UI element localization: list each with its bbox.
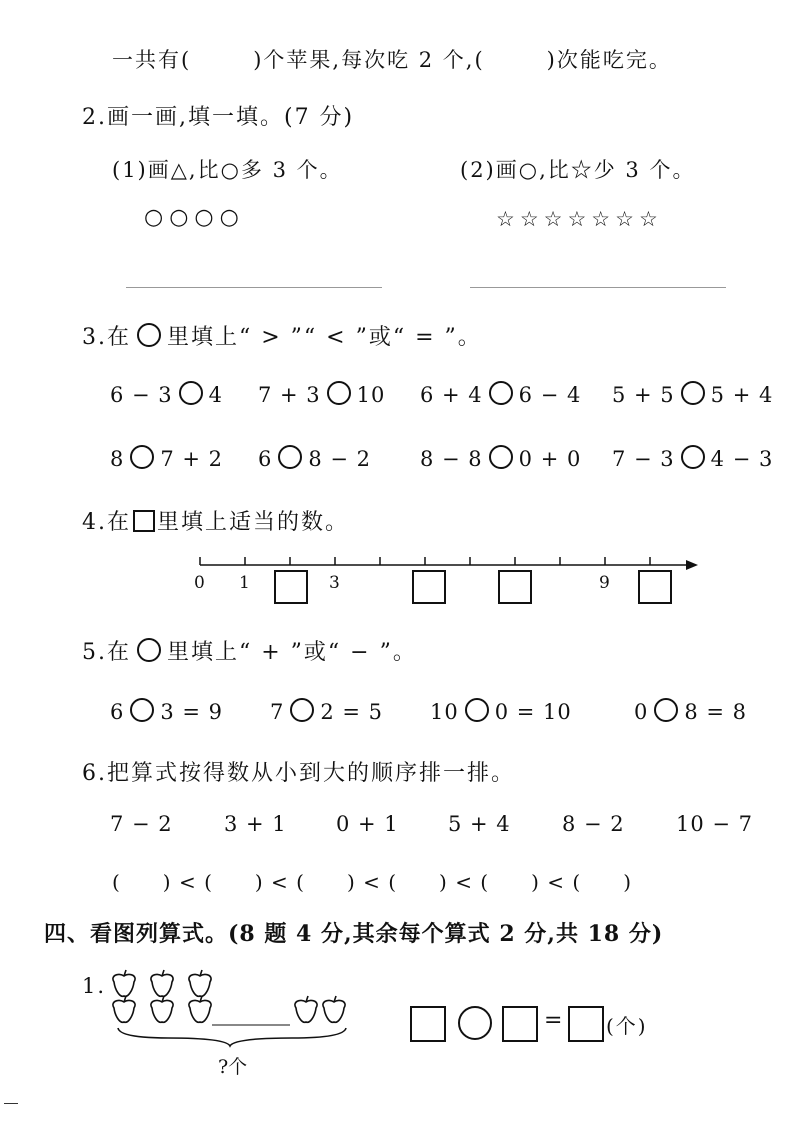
q6-expr-2: 3 + 1 — [224, 812, 287, 836]
number-box-5[interactable] — [412, 570, 446, 604]
s4q1-number: 1. — [82, 974, 107, 998]
q1-tail-middle: )个苹果,每次吃 2 个,( — [253, 48, 485, 72]
q5-item4 — [634, 698, 747, 724]
apple-icon — [323, 996, 345, 1022]
q3-title-suffix: 里填上“ > ”“ < ”或“ = ”。 — [167, 325, 482, 350]
answer-circle[interactable] — [130, 445, 154, 469]
apple-icon — [113, 970, 135, 996]
answer-circle[interactable] — [465, 698, 489, 722]
q5-title-suffix: 里填上“ + ”或“ − ”。 — [167, 640, 417, 665]
expr-left: 0 — [634, 700, 649, 724]
q2-answer-line-1[interactable] — [126, 287, 382, 288]
section4-title: 四、看图列算式。(8 题 4 分,其余每个算式 2 分,共 18 分) — [44, 921, 664, 947]
apple-icon — [295, 996, 317, 1022]
q4-title — [82, 505, 349, 536]
expr-left: 6 − 3 — [110, 383, 173, 407]
expr-left: 7 + 3 — [258, 383, 321, 407]
q4-title-suffix: 里填上适当的数。 — [157, 510, 350, 535]
q6-expr-5: 8 − 2 — [562, 812, 625, 836]
question-label: ?个 — [218, 1056, 248, 1078]
q3-row2-item3 — [420, 445, 581, 471]
expr-right: 8 − 2 — [308, 447, 372, 471]
answer-circle[interactable] — [489, 445, 513, 469]
q2-part2-label: (2)画○,比☆少 3 个。 — [460, 158, 696, 182]
q6-expr-1: 7 − 2 — [110, 812, 173, 836]
q2-part1-label: (1)画△,比○多 3 个。 — [112, 158, 343, 182]
q2-answer-line-2[interactable] — [470, 287, 726, 288]
expr-right: 10 — [356, 383, 386, 407]
q1-tail-prefix: 一共有( — [112, 48, 192, 72]
expr-left: 8 — [110, 447, 125, 471]
answer-circle[interactable] — [179, 381, 203, 405]
footer-mark — [4, 1103, 18, 1104]
number-line-ticks — [200, 557, 650, 565]
brace-icon — [118, 1028, 346, 1046]
expr-right: 8 = 8 — [684, 700, 748, 724]
q6-expr-6: 10 − 7 — [676, 812, 754, 836]
expr-right: 2 = 5 — [320, 700, 384, 724]
q4-title-prefix: 4.在 — [82, 510, 131, 535]
q3-row1-item1 — [110, 381, 223, 407]
expr-left: 6 — [258, 447, 273, 471]
q5-title-prefix: 5.在 — [82, 640, 131, 665]
answer-box-2[interactable] — [502, 1006, 538, 1042]
expr-left: 10 — [430, 700, 459, 724]
q3-row2-item4 — [612, 445, 773, 471]
number-box-10[interactable] — [638, 570, 672, 604]
tick-label-1: 1 — [239, 573, 250, 593]
q5-item3 — [430, 698, 572, 724]
answer-circle[interactable] — [278, 445, 302, 469]
answer-circle[interactable] — [290, 698, 314, 722]
q2-title: 2.画一画,填一填。(7 分) — [82, 105, 355, 130]
operator-circle[interactable] — [458, 1006, 492, 1040]
q2-part1-circles: ○○○○ — [144, 205, 245, 230]
q3-title-prefix: 3.在 — [82, 325, 131, 350]
q6-expr-4: 5 + 4 — [448, 812, 511, 836]
answer-circle[interactable] — [654, 698, 678, 722]
answer-box-1[interactable] — [410, 1006, 446, 1042]
unit-label: (个) — [606, 1014, 648, 1038]
answer-circle[interactable] — [681, 445, 705, 469]
expr-right: 3 = 9 — [160, 700, 224, 724]
apple-icon — [151, 996, 173, 1022]
q6-title: 6.把算式按得数从小到大的顺序排一排。 — [82, 761, 515, 786]
answer-box-3[interactable] — [568, 1006, 604, 1042]
q1-tail-suffix: )次能吃完。 — [546, 48, 672, 72]
q6-order-row[interactable]: ( ) < ( ) < ( ) < ( ) < ( ) < ( ) — [112, 870, 632, 894]
q3-row1-item3 — [420, 381, 581, 407]
equals-sign: = — [544, 1008, 563, 1033]
expr-right: 6 − 4 — [518, 383, 582, 407]
number-line — [190, 550, 710, 580]
q5-item1 — [110, 698, 223, 724]
expr-right: 4 — [208, 383, 224, 407]
answer-circle[interactable] — [681, 381, 705, 405]
number-box-7[interactable] — [498, 570, 532, 604]
apple-icon — [189, 996, 211, 1022]
apple-icon — [113, 996, 135, 1022]
circle-icon — [137, 638, 161, 662]
circle-icon — [137, 323, 161, 347]
answer-circle[interactable] — [327, 381, 351, 405]
q3-row1-item2 — [258, 381, 385, 407]
q5-item2 — [270, 698, 383, 724]
expr-left: 6 — [110, 700, 125, 724]
q1-tail-line — [112, 44, 672, 74]
expr-right: 0 + 0 — [518, 447, 582, 471]
q3-row2-item2 — [258, 445, 371, 471]
q6-expr-3: 0 + 1 — [336, 812, 399, 836]
expr-right: 7 + 2 — [160, 447, 224, 471]
expr-right: 0 = 10 — [494, 700, 572, 724]
q2-part2-stars: ☆☆☆☆☆☆☆ — [496, 207, 663, 231]
q3-title — [82, 320, 482, 351]
apples-illustration — [108, 968, 358, 1050]
tick-label-3: 3 — [329, 573, 340, 593]
apple-icon — [151, 970, 173, 996]
number-box-2[interactable] — [274, 570, 308, 604]
expr-left: 8 − 8 — [420, 447, 483, 471]
expr-left: 5 + 5 — [612, 383, 675, 407]
expr-right: 4 − 3 — [710, 447, 774, 471]
answer-circle[interactable] — [489, 381, 513, 405]
answer-circle[interactable] — [130, 698, 154, 722]
q3-row1-item4 — [612, 381, 773, 407]
q5-title — [82, 635, 417, 666]
expr-left: 7 — [270, 700, 285, 724]
square-icon — [133, 510, 155, 532]
number-line-arrow — [686, 560, 698, 570]
tick-label-9: 9 — [599, 573, 610, 593]
expr-left: 7 − 3 — [612, 447, 675, 471]
apple-icon — [189, 970, 211, 996]
tick-label-0: 0 — [194, 573, 205, 593]
q3-row2-item1 — [110, 445, 223, 471]
expr-right: 5 + 4 — [710, 383, 774, 407]
expr-left: 6 + 4 — [420, 383, 483, 407]
